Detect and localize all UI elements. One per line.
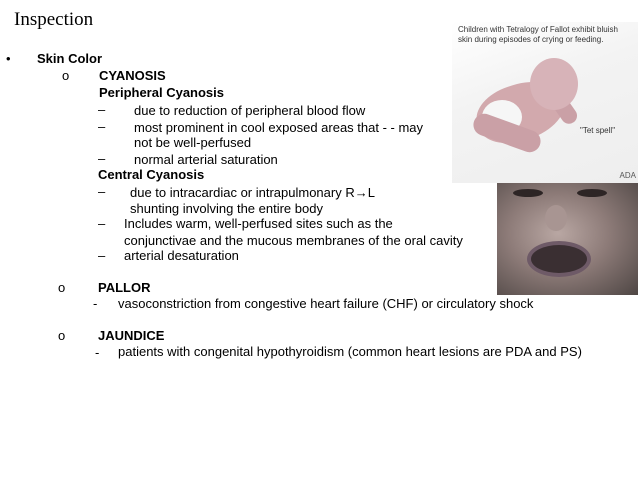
eye-left: [513, 189, 543, 197]
central-cyanosis-title: Central Cyanosis: [98, 167, 205, 182]
nose: [545, 205, 567, 231]
dash-marker: –: [98, 184, 106, 199]
dash-marker: –: [98, 248, 106, 263]
central-item-2-line-2: conjunctivae and the mucous membranes of the oral cavity: [124, 233, 463, 248]
peripheral-item-3: normal arterial saturation: [134, 152, 278, 167]
cyanotic-lips-photo: [493, 183, 638, 295]
pallor-item-1: vasoconstriction from congestive heart failure (CHF) or circulatory shock: [118, 296, 534, 311]
central-item-1-line-2: shunting involving the entire body: [130, 201, 323, 216]
tet-spell-label: "Tet spell": [580, 126, 616, 135]
peripheral-cyanosis-title: Peripheral Cyanosis: [99, 85, 224, 100]
dash-marker: –: [98, 102, 106, 117]
cyanotic-mouth: [527, 241, 591, 277]
infant-head: [530, 58, 578, 110]
central-item-1-line-1: due to intracardiac or intrapulmonary R→L: [130, 185, 375, 200]
dash-marker: –: [98, 151, 106, 166]
dash-marker: -: [93, 296, 98, 311]
slide-title: Inspection: [14, 9, 94, 30]
pallor-heading: PALLOR: [98, 280, 151, 295]
tet-spell-photo: [452, 22, 638, 183]
photo-border: [493, 183, 497, 295]
cyanosis-heading: CYANOSIS: [99, 68, 166, 83]
dash-marker: –: [98, 216, 106, 231]
peripheral-item-2-line-2: not be well-perfused: [134, 135, 252, 150]
eye-right: [577, 189, 607, 197]
jaundice-marker: o: [58, 328, 66, 343]
pallor-marker: o: [58, 280, 66, 295]
jaundice-item-1: patients with congenital hypothyroidism (common heart lesions are PDA and PS): [118, 344, 582, 359]
peripheral-item-1: due to reduction of peripheral blood flow: [134, 103, 366, 118]
jaundice-heading: JAUNDICE: [98, 328, 165, 343]
skin-color-label: Skin Color: [37, 51, 103, 66]
photo-caption-line-1: Children with Tetralogy of Fallot exhibit bluish: [458, 25, 618, 34]
central-item-3: arterial desaturation: [124, 248, 239, 263]
photo-caption: [458, 25, 618, 45]
photo-caption-line-2: skin during episodes of crying or feeding.: [458, 35, 604, 44]
peripheral-item-2-line-1: most prominent in cool exposed areas that - - may: [134, 120, 424, 135]
dash-marker: -: [95, 345, 100, 360]
cyanosis-marker: o: [62, 68, 70, 83]
watermark: ADA: [619, 171, 636, 180]
main-bullet-marker: •: [6, 51, 11, 66]
dash-marker: –: [98, 119, 106, 134]
central-item-2-line-1: Includes warm, well-perfused sites such as the: [124, 216, 393, 231]
